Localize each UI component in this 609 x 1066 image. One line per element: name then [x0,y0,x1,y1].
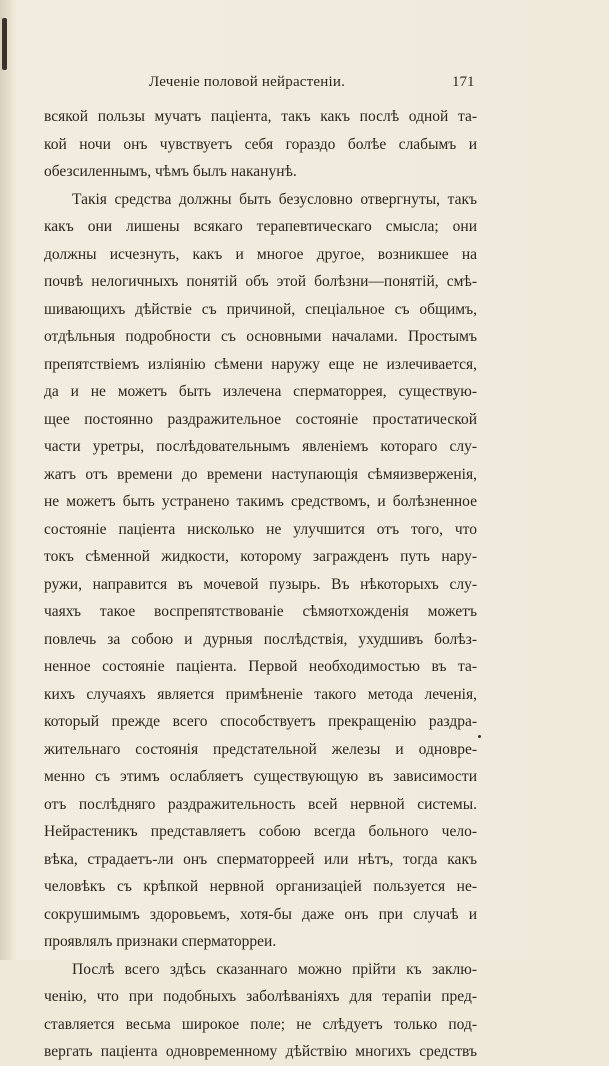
text-line: обезсиленнымъ, чѣмъ былъ наканунѣ. [44,163,297,180]
page-number: 171 [452,74,475,90]
text-line: отдѣльныя подробности съ основными началами. Простымъ [44,328,477,345]
text-line: чаяхъ такое воспрепятствованіе сѣмяотхожденія можетъ [44,603,477,620]
text-line: жатъ отъ времени до времени наступающія сѣмяизверженія, [44,465,477,483]
text-line: состояніе паціента нисколько не улучшится отъ того, что [44,520,477,538]
text-line: щее постоянно раздражительное состояніе простатической [44,410,477,428]
text-line: менно съ этимъ ослабляетъ существующую въ зависимости [44,768,477,785]
running-title: Леченіе половой нейрастеніи. [149,74,346,90]
page-header [0,74,609,98]
text-line: отъ послѣдняго раздражительность всей нервной системы. [44,795,477,813]
text-line: вѣка, страдаетъ-ли онъ сперматорреей или нѣтъ, тогда какъ [44,850,477,868]
text-line: вергать паціента одновременному дѣйствію многихъ средствъ [44,1043,477,1060]
body-text [44,103,477,1066]
text-line: Послѣ всего здѣсь сказаннаго можно прійти къ заклю- [72,960,477,978]
text-line: не можетъ быть устранено такимъ средствомъ, и болѣзненное [44,493,477,510]
text-line: кихъ случаяхъ является примѣненіе такого метода леченія, [44,685,477,703]
text-line: ставляется весьма широкое поле; не слѣдуетъ только под- [44,1015,477,1033]
ink-speck [478,735,481,738]
text-line: токъ сѣменной жидкости, которому загражденъ путь нару- [44,548,477,565]
text-line: да и не можетъ быть излечена сперматоррея, существую- [44,383,477,400]
text-line: проявлялъ признаки сперматорреи. [44,933,277,950]
text-line: повлечь за собою и дурныя послѣдствія, ухудшивъ болѣз- [44,630,477,648]
text-line: препятствіемъ изліянію сѣмени наружу еще не излечивается, [44,355,477,373]
text-line: части уретры, послѣдовательнымъ явленіемъ котораго слу- [44,438,477,455]
text-line: Нейрастеникъ представляетъ собою всегда больного чело- [44,823,477,840]
text-line: Такія средства должны быть безусловно отвергнуты, такъ [72,190,477,208]
text-line: кой ночи онъ чувствуетъ себя гораздо болѣе слабымъ и [44,135,477,153]
text-line: ченію, что при подобныхъ заболѣваніяхъ для терапіи пред- [44,988,477,1005]
text-line: какъ они лишены всякаго терапевтическаго смысла; они [44,218,477,235]
text-line: человѣкъ съ крѣпкой нервной организаціей пользуется не- [44,878,477,895]
binding-mark [2,18,7,70]
text-line: почвѣ нелогичныхъ понятій объ этой болѣзни—понятій, смѣ- [44,273,477,290]
text-line: сокрушимымъ здоровьемъ, хотя-бы даже онъ при случаѣ и [44,905,477,923]
text-line: должны исчезнуть, какъ и многое другое, возникшее на [44,245,477,263]
text-line: всякой пользы мучатъ паціента, такъ какъ послѣ одной та- [44,108,477,125]
page-left-edge [0,0,12,960]
text-line: который прежде всего способствуетъ прекращенію раздра- [44,713,477,730]
text-line: ружи, направится въ мочевой пузырь. Въ нѣкоторыхъ слу- [44,575,477,593]
text-line: ненное состояніе паціента. Первой необходимостью въ та- [44,658,477,675]
text-line: шивающихъ дѣйствіе съ причиной, спеціальное съ общимъ, [44,300,477,318]
text-line: жительнаго состоянія предстательной железы и одновре- [44,740,477,758]
